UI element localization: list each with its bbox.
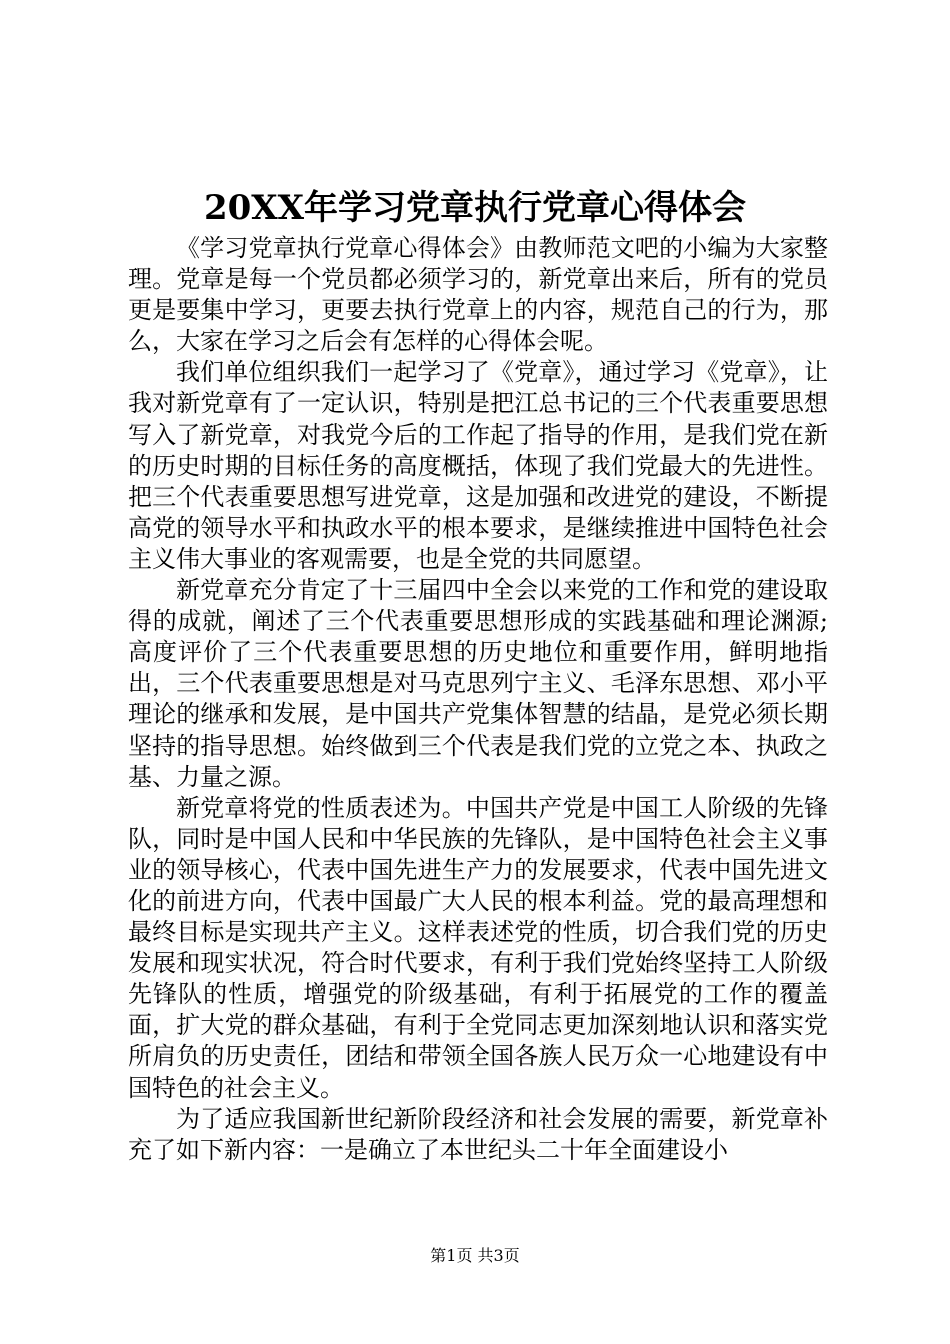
document-title: 20XX年学习党章执行党章心得体会 [203, 188, 747, 228]
paragraph-party-nature: 新党章将党的性质表述为。中国共产党是中国工人阶级的先锋队，同时是中国人民和中华民族的先锋队，是中国特色社会主义事业的领导核心，代表中国先进生产力的发展要求，代表中国先进文化的前进方向，代表中国最广大人民的根本利益。党的最高理想和最终目标是实现共产主义。这样表述党的性质，切合我们党的历史发展和现实状况，符合时代要求，有利于我们党始终坚持工人阶级先锋队的性质，增强党的阶级基础，有利于拓展党的工作的覆盖面，扩大党的群众基础，有利于全党同志更加深刻地认识和落实党所肩负的历史责任，团结和带领全国各族人民万众一心地建设有中国特色的社会主义。 [128, 793, 828, 1102]
page-number-footer: 第1页 共3页 [430, 1246, 520, 1265]
paragraph-study: 我们单位组织我们一起学习了《党章》，通过学习《党章》，让我对新党章有了一定认识，特别是把江总书记的三个代表重要思想写入了新党章，对我党今后的工作起了指导的作用，是我们党在新的历史时期的目标任务的高度概括，体现了我们党最大的先进性。把三个代表重要思想写进党章，这是加强和改进党的建设，不断提高党的领导水平和执政水平的根本要求，是继续推进中国特色社会主义伟大事业的客观需要，也是全党的共同愿望。 [128, 358, 828, 573]
paragraph-intro: 《学习党章执行党章心得体会》由教师范文吧的小编为大家整理。党章是每一个党员都必须学习的，新党章出来后，所有的党员更是要集中学习，更要去执行党章上的内容，规范自己的行为，那么，大家在学习之后会有怎样的心得体会呢。 [128, 234, 828, 356]
document-body [128, 233, 828, 1166]
paragraph-achievements: 新党章充分肯定了十三届四中全会以来党的工作和党的建设取得的成就，阐述了三个代表重要思想形成的实践基础和理论渊源;高度评价了三个代表重要思想的历史地位和重要作用，鲜明地指出，三个代表重要思想是对马克思列宁主义、毛泽东思想、邓小平理论的继承和发展，是中国共产党集体智慧的结晶，是党必须长期坚持的指导思想。始终做到三个代表是我们党的立党之本、执政之基、力量之源。 [128, 576, 828, 791]
paragraph-new-content: 为了适应我国新世纪新阶段经济和社会发展的需要，新党章补充了如下新内容：一是确立了本世纪头二十年全面建设小 [128, 1104, 828, 1164]
